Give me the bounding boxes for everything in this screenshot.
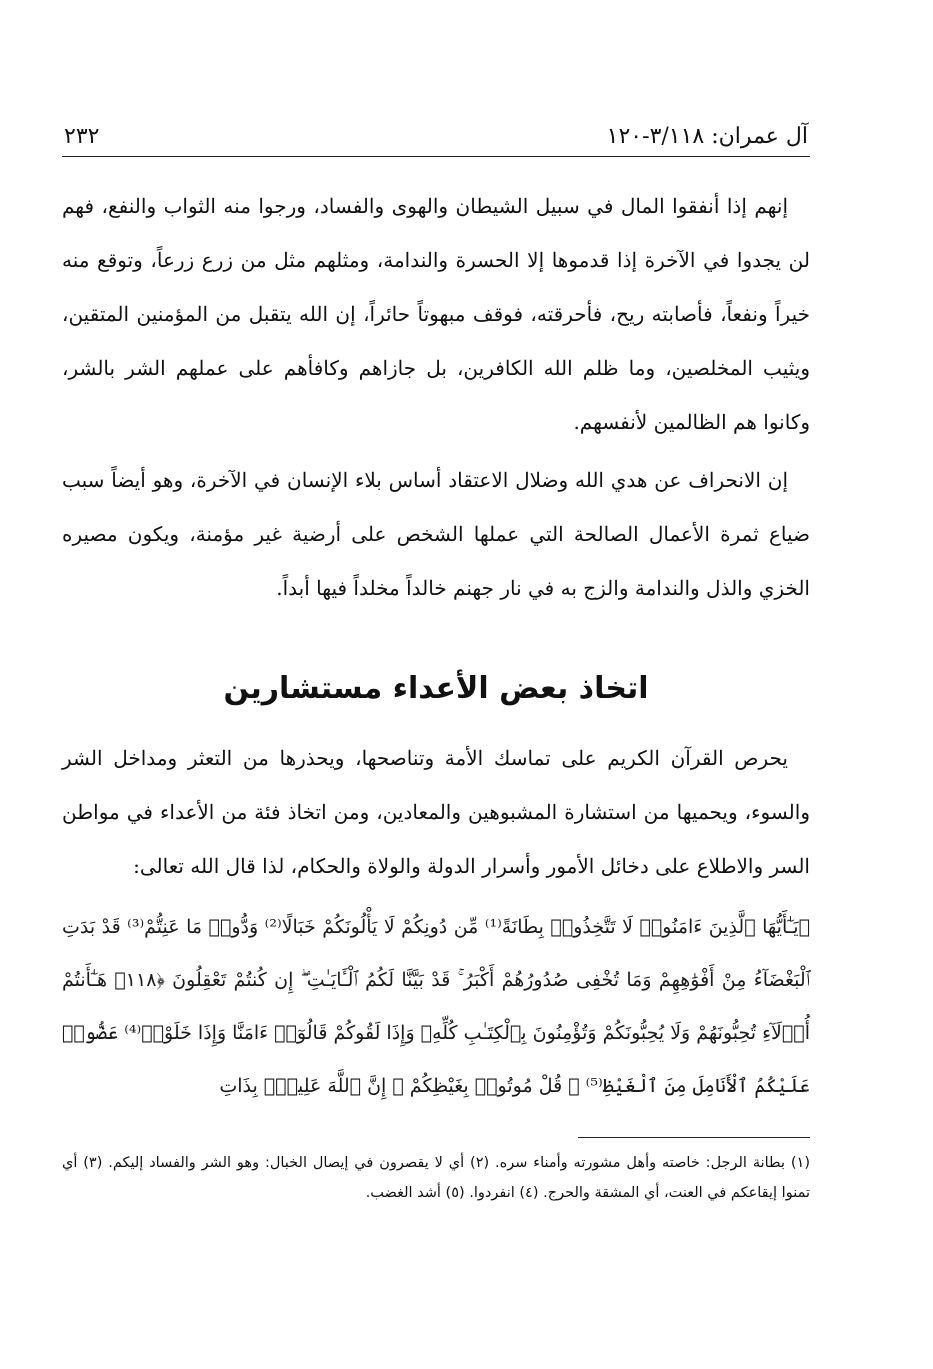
paragraph-1: إنهم إذا أنفقوا المال في سبيل الشيطان والهوى والفساد، ورجوا منه الثواب والنفع، فهم لن يجدوا في الآخرة إذا قدموها إلا الحسرة والندامة، ومثلهم مثل من زرع زرعاً، وتوقع منه خيراً ونفعاً، فأصابته ريح، فأحرقته، فوقف مبهوتاً حائراً، إن الله يتقبل من المؤمنين المتقين، ويثيب المخلصين، وما ظلم الله الكافرين، بل جازاهم وكافأهم على عملهم الشر بالشر، وكانوا هم الظالمين لأنفسهم. <box>62 194 810 434</box>
book-page <box>62 110 810 1350</box>
surah-reference: آل عمران: ٣/١١٨-١٢٠ <box>606 124 808 149</box>
page-number: ٢٣٢ <box>64 124 100 149</box>
footnote-divider <box>578 1137 810 1138</box>
running-header <box>62 110 810 157</box>
section-heading: اتخاذ بعض الأعداء مستشارين <box>223 671 649 706</box>
quran-verses: ﴿يَـٰٓأَيُّهَا ٱلَّذِينَ ءَامَنُوا۟ لَا تَتَّخِذُوا۟ بِطَانَةً⁽¹⁾ مِّن دُونِكُمْ لَا يَأْلُونَكُمْ خَبَالًا⁽²⁾ وَدُّوا۟ مَا عَنِتُّمْ⁽³⁾ قَدْ بَدَتِ ٱلْبَغْضَآءُ مِنْ أَفْوَٰهِهِمْ وَمَا تُخْفِى صُدُورُهُمْ أَكْبَرُ ۚ قَدْ بَيَّنَّا لَكُمُ ٱلْـَٔايَـٰتِ ۖ إِن كُنتُمْ تَعْقِلُونَ ﴿١١٨﴾ هَـٰٓأَنتُمْ أُو۟لَآءِ تُحِبُّونَهُمْ وَلَا يُحِبُّونَكُمْ وَتُؤْمِنُونَ بِٱلْكِتَـٰبِ كُلِّهِۦ وَإِذَا لَقُوكُمْ قَالُوٓا۟ ءَامَنَّا وَإِذَا خَلَوْا۟⁽⁴⁾ عَضُّوا۟ عَلَيْكُمُ ٱلْأَنَامِلَ مِنَ ٱلْغَيْظِ⁽⁵⁾ ۚ قُلْ مُوتُوا۟ بِغَيْظِكُمْ ۗ إِنَّ ٱللَّهَ عَلِيمٌۢ بِذَاتِ <box>62 916 811 1097</box>
section-intro-paragraph: يحرص القرآن الكريم على تماسك الأمة وتناصحها، ويحذرها من التعثر ومداخل الشر والسوء، ويحميها من استشارة المشبوهين والمعادين، ومن اتخاذ فئة من الأعداء في مواطن السر والاطلاع على دخائل الأمور وأسرار الدولة والولاة والحكام، لذا قال الله تعالى: <box>62 746 810 878</box>
footnotes: (١) بطانة الرجل: خاصته وأهل مشورته وأمناء سره. (٢) أي لا يقصرون في إيصال الخبال: وهو الشر والفساد إليكم. (٣) أي تمنوا إيقاعكم في العنت، أي المشقة والحرج. (٤) انفردوا. (٥) أشد الغضب. <box>62 1155 810 1201</box>
paragraph-2: إن الانحراف عن هدي الله وضلال الاعتقاد أساس بلاء الإنسان في الآخرة، وهو أيضاً سبب ضياع ثمرة الأعمال الصالحة التي عملها الشخص على أرضية غير مؤمنة، ويكون مصيره الخزي والذل والندامة والزج به في نار جهنم خالداً مخلداً فيها أبداً. <box>62 468 810 600</box>
